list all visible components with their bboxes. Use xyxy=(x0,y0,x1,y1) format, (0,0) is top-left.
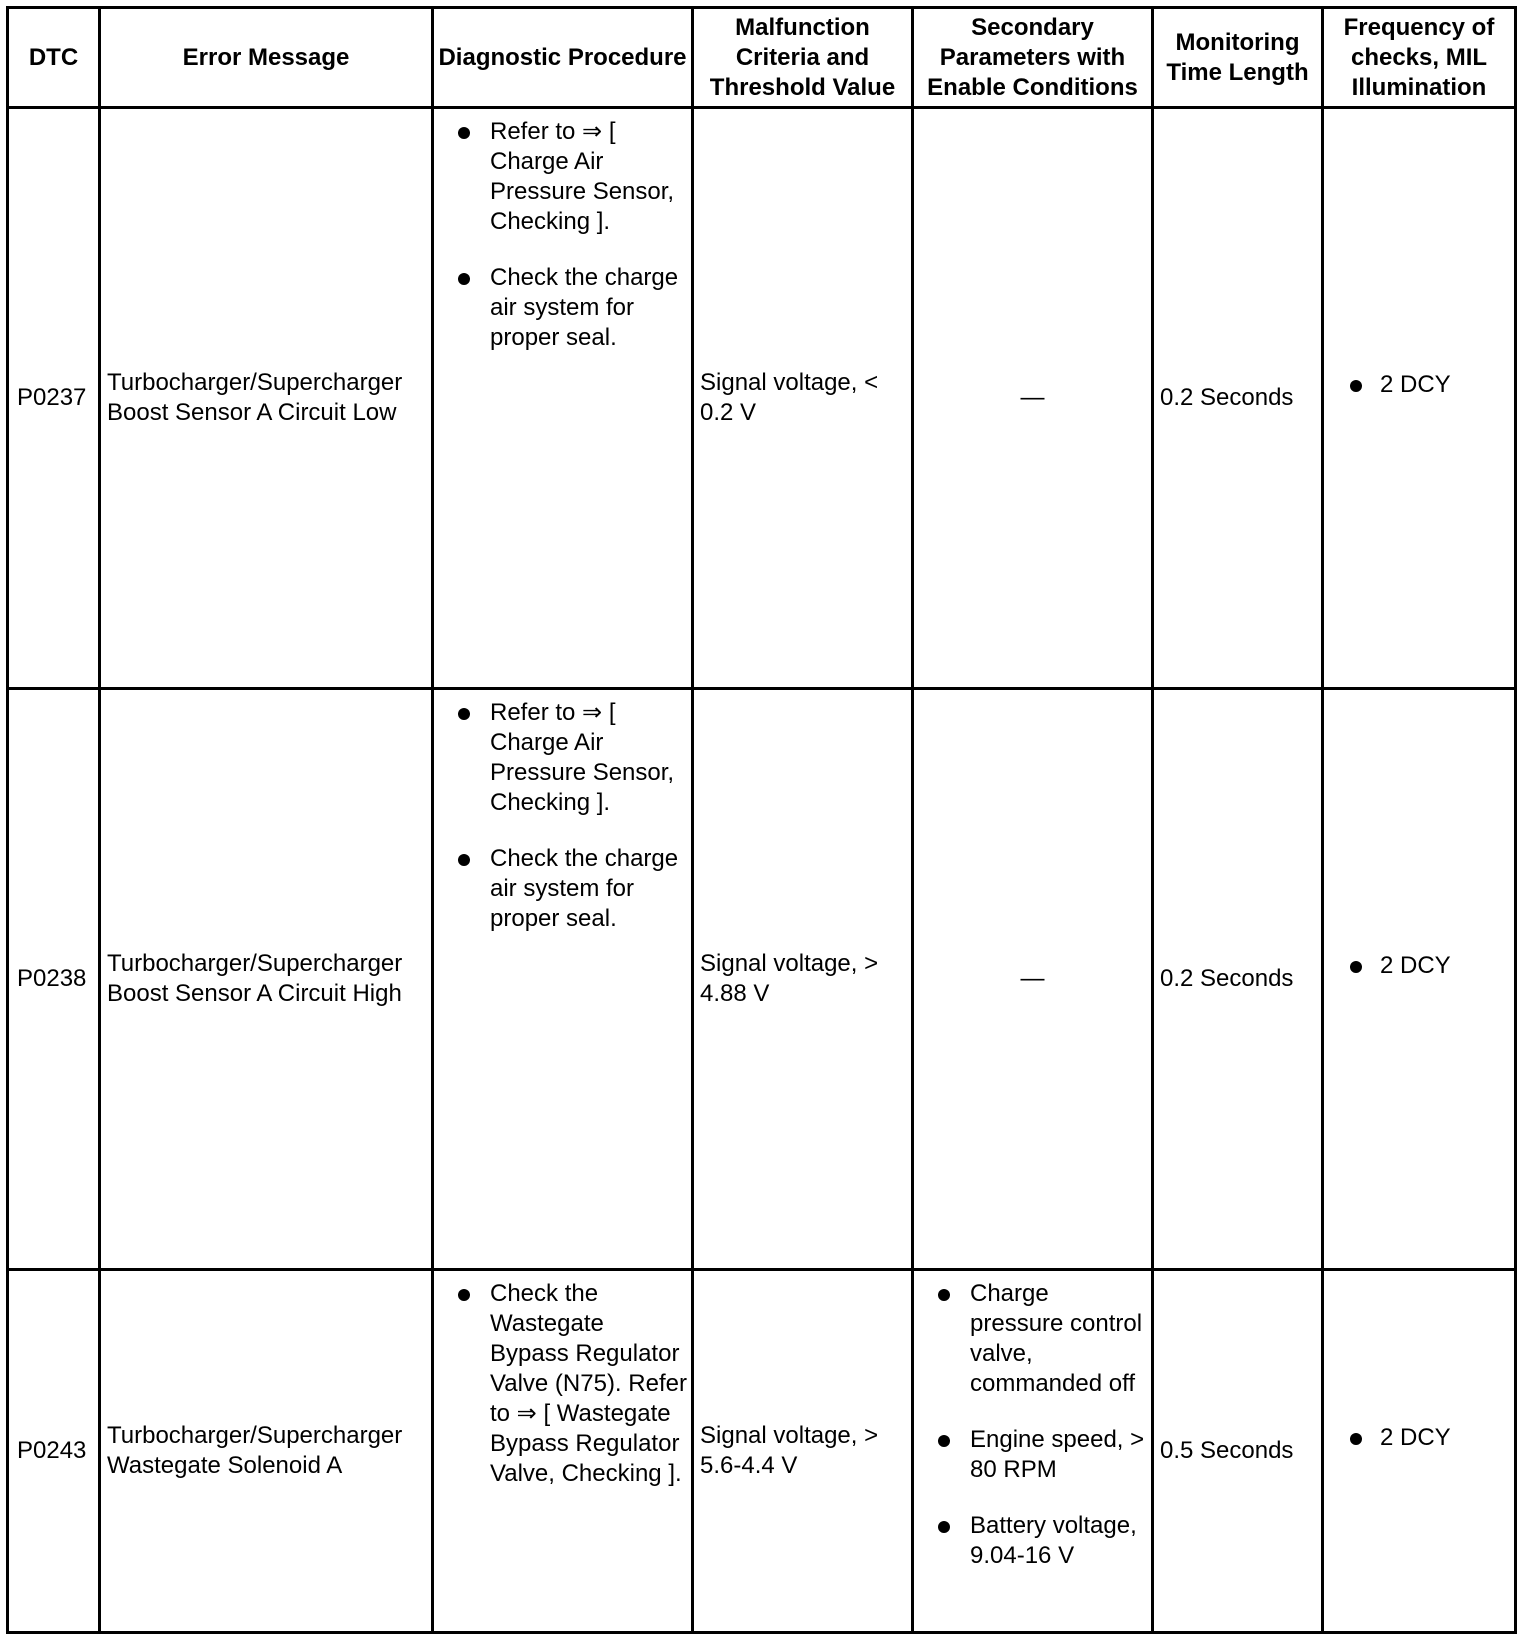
diagnostic-procedure xyxy=(433,1270,693,1633)
header-diagnostic-procedure: Diagnostic Procedure xyxy=(433,8,693,108)
table-row xyxy=(8,1270,1516,1633)
procedure-step: Refer to ⇒ [ Charge Air Pressure Sensor, Checking ]. xyxy=(434,698,687,818)
secondary-parameter: Charge pressure control valve, commanded off xyxy=(914,1279,1147,1399)
header-malfunction-criteria: Malfunction Criteria and Threshold Value xyxy=(693,8,913,108)
malfunction-criteria: Signal voltage, > 5.6-4.4 V xyxy=(693,1270,913,1633)
dtc-table xyxy=(6,6,1517,1634)
error-message: Turbocharger/Supercharger Boost Sensor A Circuit Low xyxy=(100,108,433,689)
table-row xyxy=(8,108,1516,689)
frequency xyxy=(1323,108,1516,689)
diagnostic-procedure xyxy=(433,689,693,1270)
header-frequency: Frequency of checks, MIL Illumination xyxy=(1323,8,1516,108)
dtc-code: P0237 xyxy=(8,108,100,689)
dtc-code: P0238 xyxy=(8,689,100,1270)
error-message: Turbocharger/Supercharger Wastegate Solenoid A xyxy=(100,1270,433,1633)
table-row xyxy=(8,689,1516,1270)
frequency xyxy=(1323,1270,1516,1633)
frequency-item: 2 DCY xyxy=(1324,1423,1514,1453)
procedure-step: Check the charge air system for proper seal. xyxy=(434,844,687,934)
monitoring-time: 0.2 Seconds xyxy=(1153,108,1323,689)
dtc-code: P0243 xyxy=(8,1270,100,1633)
frequency-item: 2 DCY xyxy=(1324,951,1514,981)
frequency-item: 2 DCY xyxy=(1324,370,1514,400)
secondary-parameters: — xyxy=(913,689,1153,1270)
secondary-parameters: — xyxy=(913,108,1153,689)
header-monitoring-time: Monitoring Time Length xyxy=(1153,8,1323,108)
header-row xyxy=(8,8,1516,108)
monitoring-time: 0.5 Seconds xyxy=(1153,1270,1323,1633)
malfunction-criteria: Signal voltage, < 0.2 V xyxy=(693,108,913,689)
secondary-parameters xyxy=(913,1270,1153,1633)
procedure-step: Check the charge air system for proper seal. xyxy=(434,263,687,353)
procedure-step: Check the Wastegate Bypass Regulator Valve (N75). Refer to ⇒ [ Wastegate Bypass Regulator Valve, Checking ]. xyxy=(434,1279,687,1489)
secondary-parameter: Engine speed, > 80 RPM xyxy=(914,1425,1147,1485)
procedure-step: Refer to ⇒ [ Charge Air Pressure Sensor, Checking ]. xyxy=(434,117,687,237)
header-secondary-parameters: Secondary Parameters with Enable Conditions xyxy=(913,8,1153,108)
header-dtc: DTC xyxy=(8,8,100,108)
malfunction-criteria: Signal voltage, > 4.88 V xyxy=(693,689,913,1270)
header-error-message: Error Message xyxy=(100,8,433,108)
diagnostic-procedure xyxy=(433,108,693,689)
error-message: Turbocharger/Supercharger Boost Sensor A Circuit High xyxy=(100,689,433,1270)
monitoring-time: 0.2 Seconds xyxy=(1153,689,1323,1270)
frequency xyxy=(1323,689,1516,1270)
secondary-parameter: Battery voltage, 9.04-16 V xyxy=(914,1511,1147,1571)
